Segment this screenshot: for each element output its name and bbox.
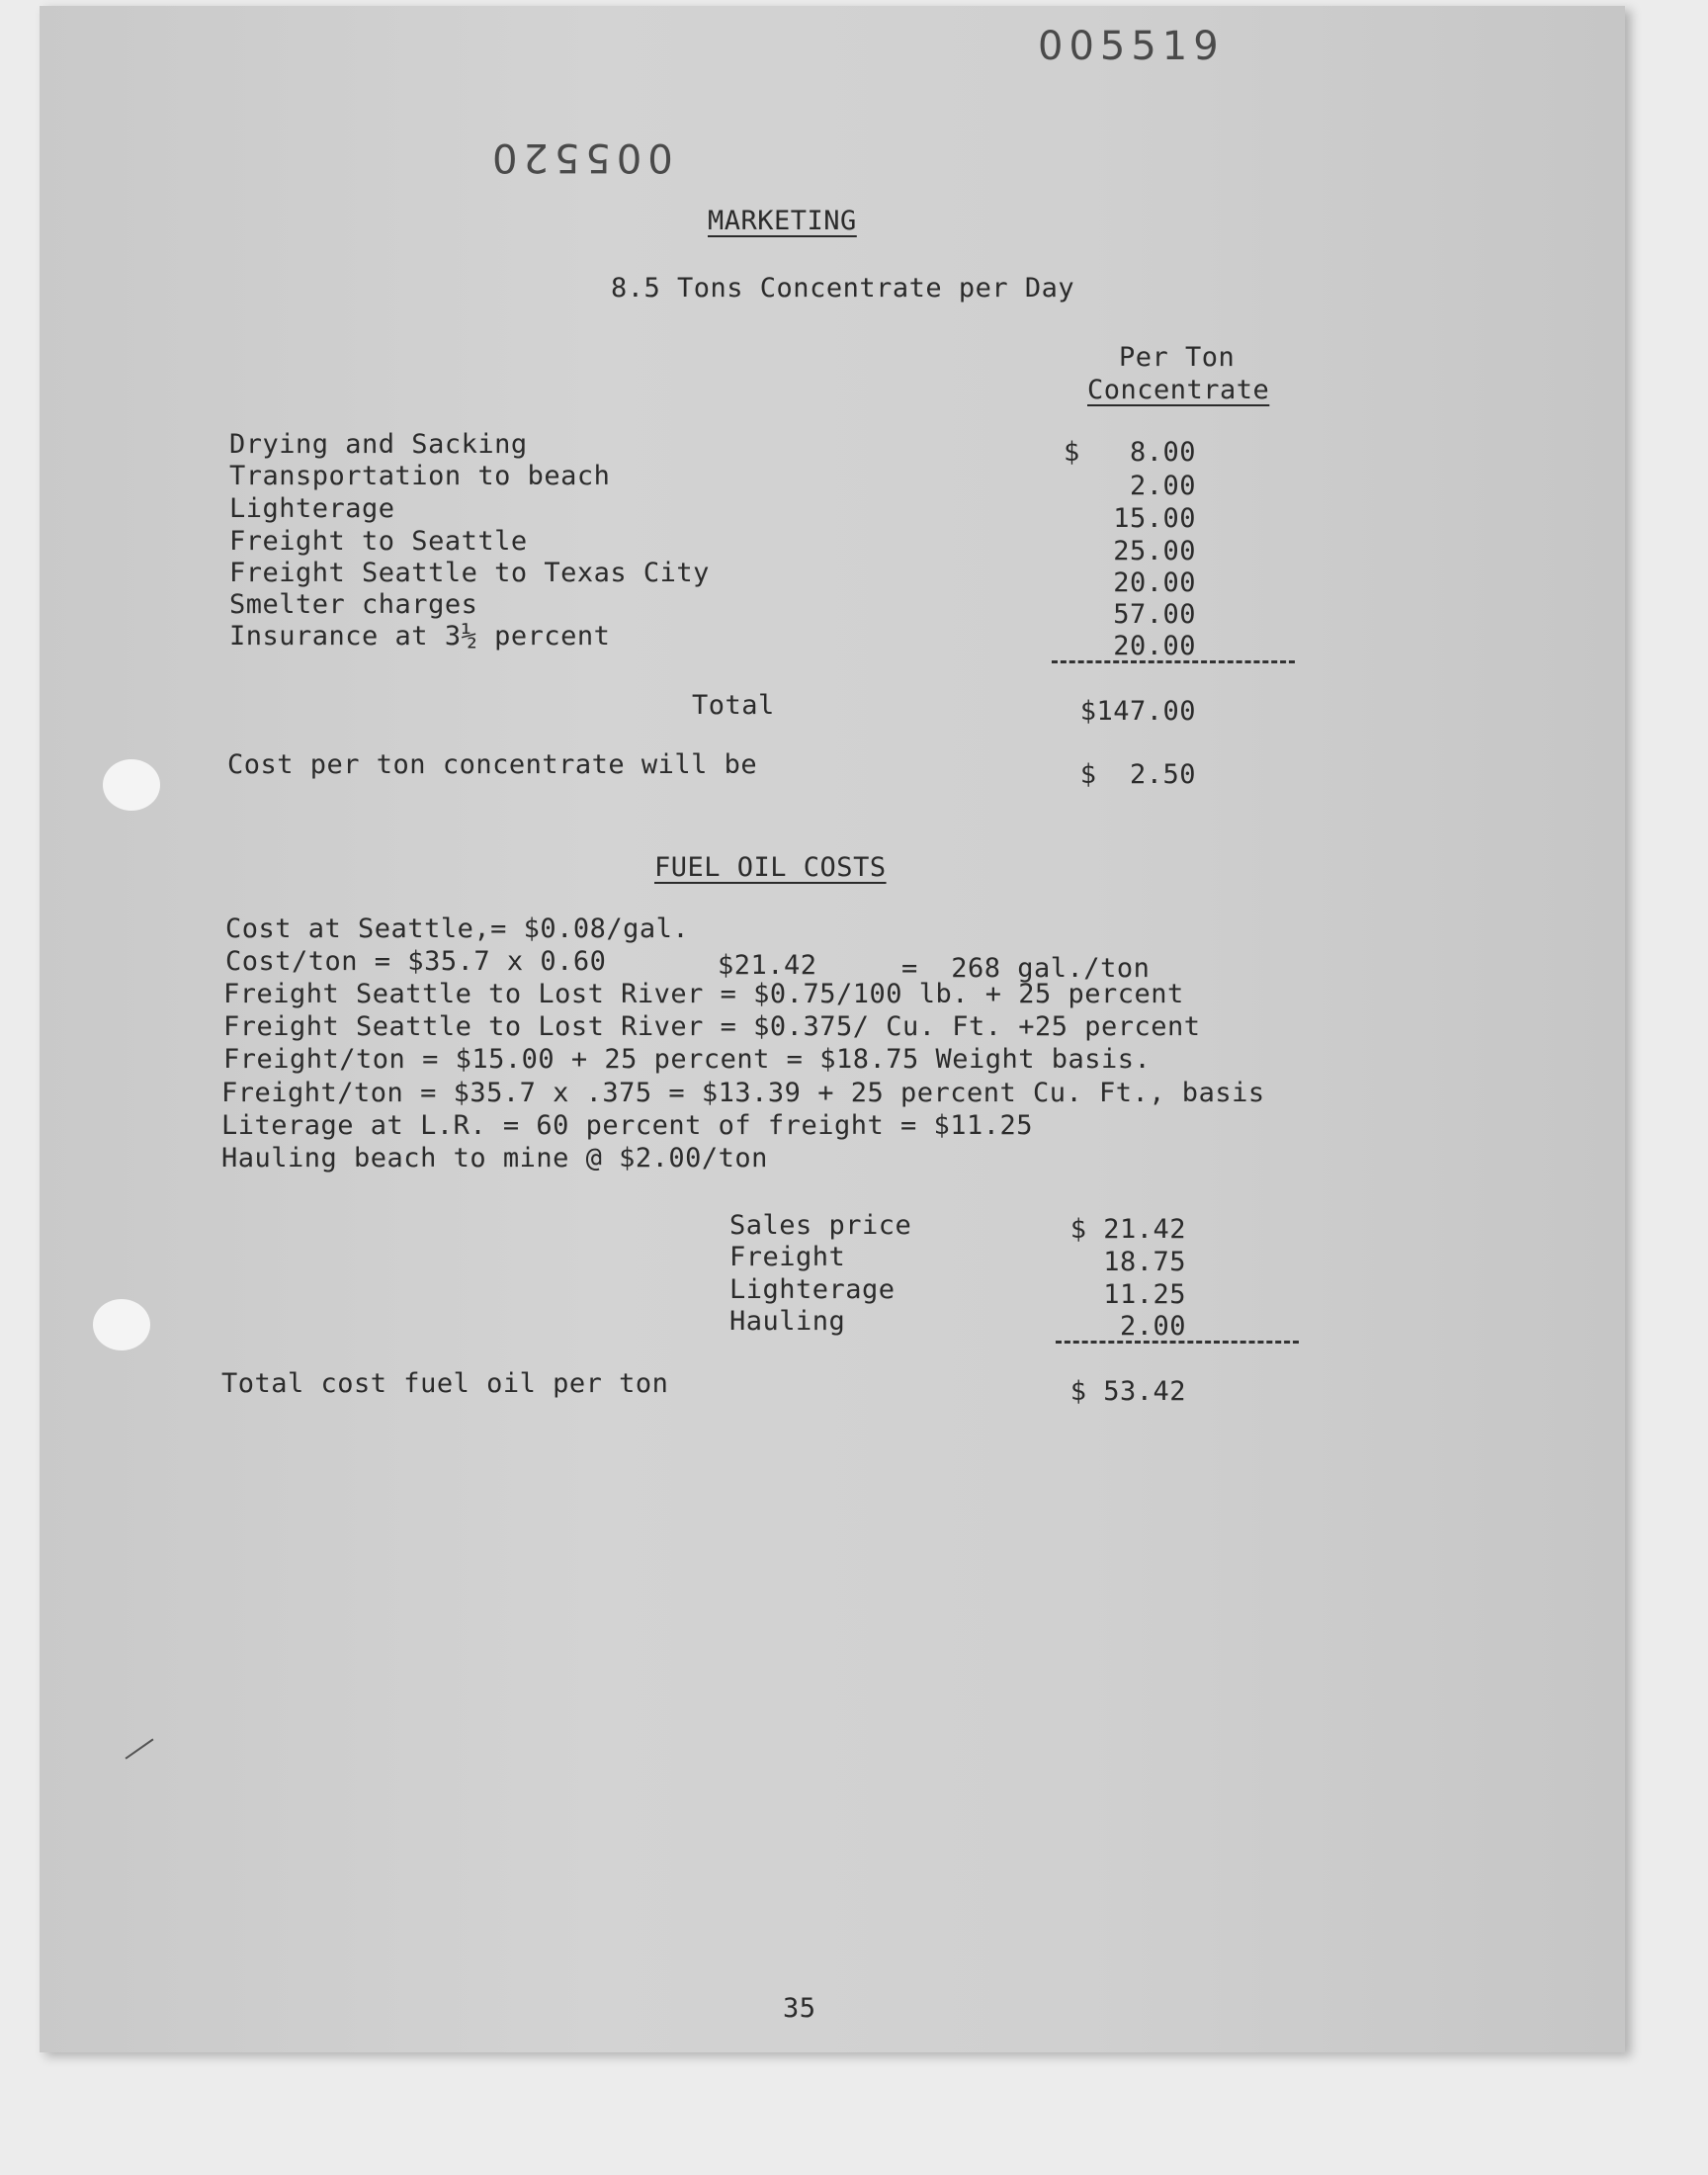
marketing-item-value: 2.00	[1129, 471, 1196, 501]
marketing-subtitle: 8.5 Tons Concentrate per Day	[611, 273, 1075, 304]
marketing-item-value: 15.00	[1113, 503, 1196, 534]
fuel-line: Freight Seattle to Lost River = $0.375/ Cu. Ft. +25 percent	[223, 1011, 1201, 1042]
marketing-title: MARKETING	[708, 206, 857, 236]
fuel-line: Literage at L.R. = 60 percent of freight = $11.25	[221, 1110, 1034, 1141]
fuel-cost-ton-value: $21.42	[718, 950, 817, 981]
marketing-item-label: Freight to Seattle	[229, 526, 528, 557]
marketing-item-value: 20.00	[1113, 567, 1196, 598]
stray-pen-mark	[126, 1738, 154, 1759]
inverted-document-number-stamp: 005520	[486, 134, 673, 180]
marketing-item-value: 20.00	[1113, 631, 1196, 661]
marketing-item-label: Transportation to beach	[229, 461, 611, 491]
fuel-line: Freight/ton = $15.00 + 25 percent = $18.75 Weight basis.	[223, 1044, 1152, 1075]
fuel-total-value: $ 53.42	[1069, 1376, 1186, 1407]
document-page	[40, 6, 1625, 2052]
fuel-summary-value: $ 21.42	[1069, 1214, 1186, 1245]
marketing-item-label: Lighterage	[229, 493, 395, 524]
fuel-summary-label: Sales price	[729, 1210, 912, 1241]
punch-hole-bottom	[93, 1299, 150, 1350]
cost-per-ton-value: $ 2.50	[1079, 759, 1196, 790]
fuel-sum-rule	[1056, 1341, 1299, 1344]
marketing-item-label: Freight Seattle to Texas City	[229, 558, 710, 588]
fuel-summary-label: Hauling	[729, 1306, 846, 1337]
fuel-summary-label: Freight	[729, 1242, 846, 1272]
marketing-item-label: Insurance at 3½ percent	[229, 621, 611, 652]
fuel-summary-value: 2.00	[1119, 1311, 1186, 1342]
marketing-item-value: 25.00	[1113, 536, 1196, 566]
marketing-total-value: $147.00	[1079, 696, 1196, 727]
fuel-line: Cost/ton = $35.7 x 0.60	[225, 946, 607, 977]
marketing-item-label: Drying and Sacking	[229, 429, 528, 460]
column-header-concentrate: Concentrate	[1087, 375, 1270, 405]
fuel-summary-label: Lighterage	[729, 1274, 896, 1305]
fuel-total-label: Total cost fuel oil per ton	[221, 1368, 669, 1399]
marketing-item-value: 57.00	[1113, 599, 1196, 630]
fuel-summary-value: 18.75	[1103, 1247, 1186, 1277]
fuel-line: Freight Seattle to Lost River = $0.75/100 lb. + 25 percent	[223, 979, 1184, 1009]
marketing-item-label: Smelter charges	[229, 589, 478, 620]
document-number-stamp: 005519	[1038, 24, 1225, 69]
fuel-line: Cost at Seattle,= $0.08/gal.	[225, 914, 690, 944]
fuel-line: Freight/ton = $35.7 x .375 = $13.39 + 25 percent Cu. Ft., basis	[221, 1078, 1265, 1108]
fuel-summary-value: 11.25	[1103, 1279, 1186, 1310]
page-number: 35	[783, 1993, 816, 2024]
marketing-total-label: Total	[692, 690, 775, 721]
fuel-line: Hauling beach to mine @ $2.00/ton	[221, 1143, 768, 1174]
marketing-sum-rule	[1052, 660, 1295, 663]
column-header-per-ton: Per Ton	[1119, 342, 1236, 373]
fuel-cost-ton-gallons: = 268 gal./ton	[901, 953, 1151, 984]
punch-hole-top	[103, 759, 160, 811]
fuel-oil-title: FUEL OIL COSTS	[654, 852, 887, 883]
cost-per-ton-label: Cost per ton concentrate will be	[227, 749, 758, 780]
marketing-item-value: $ 8.00	[1063, 437, 1196, 468]
